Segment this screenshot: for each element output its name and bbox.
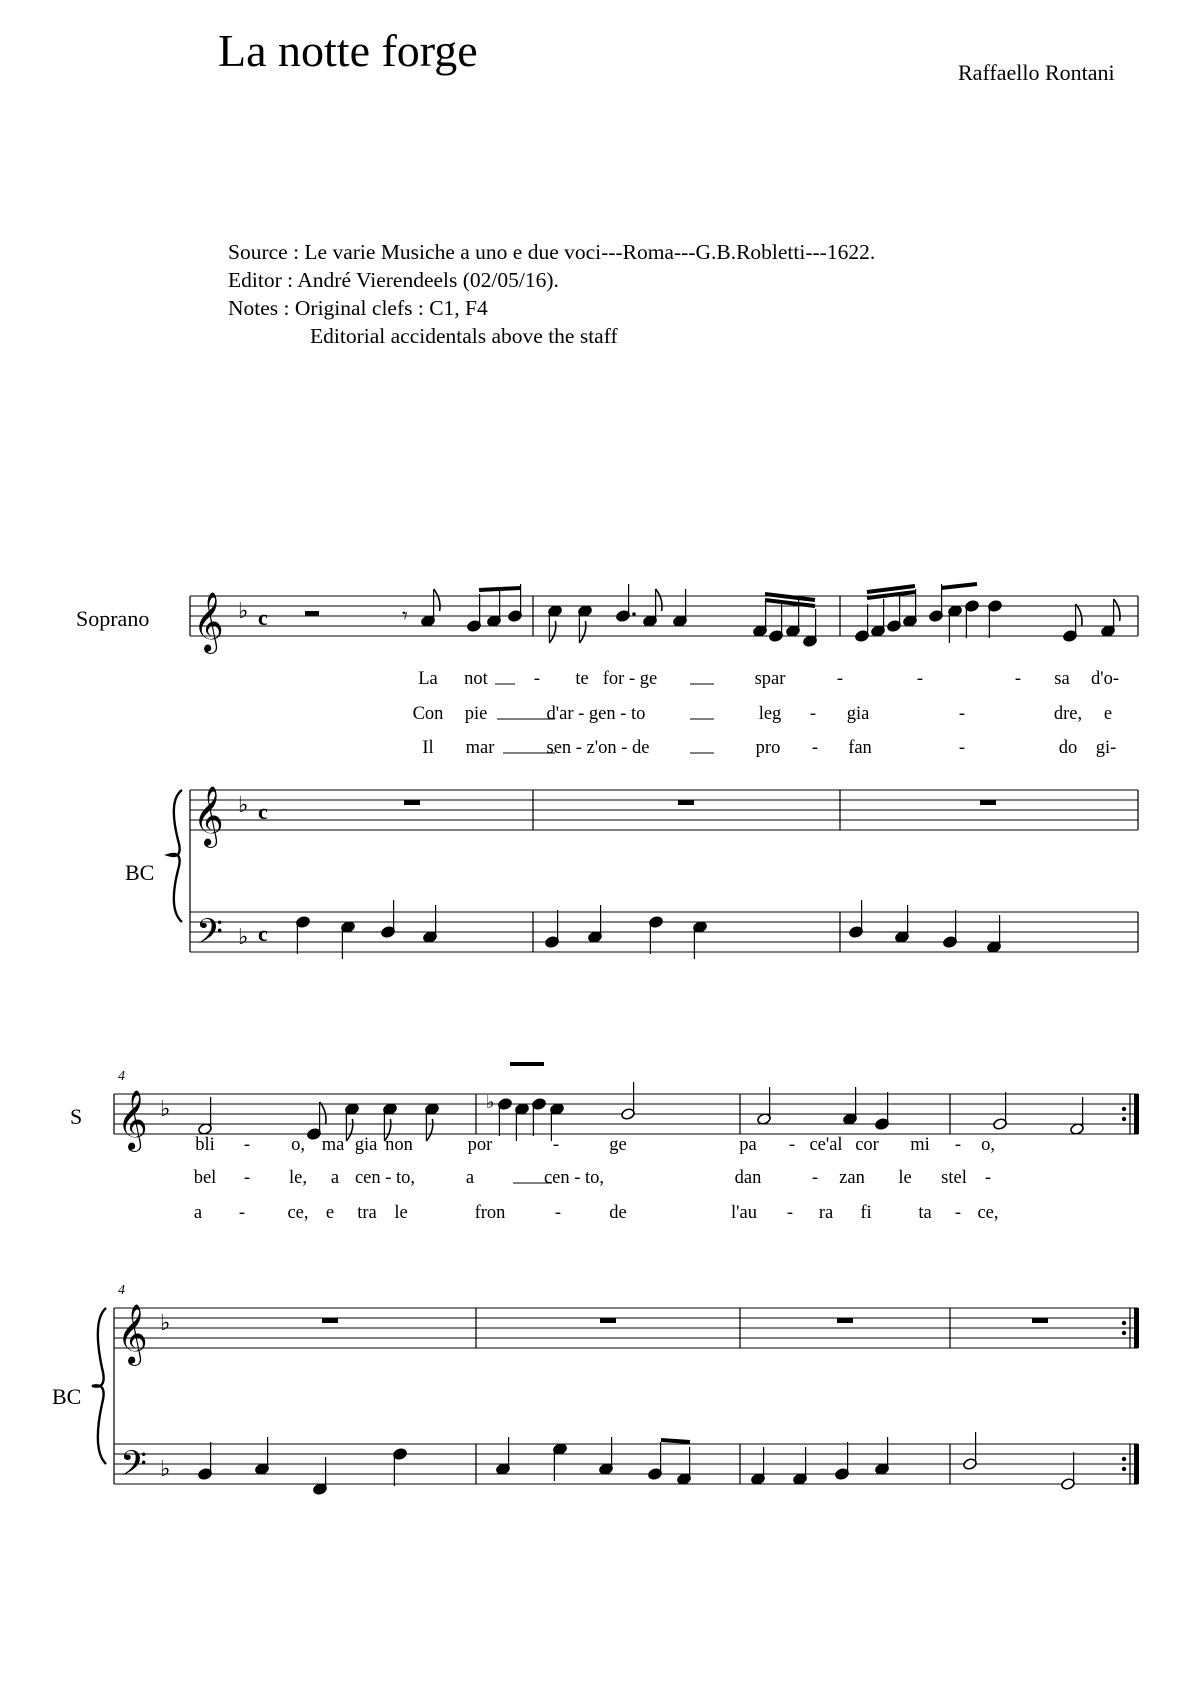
lyric-syllable: ge — [609, 1135, 627, 1155]
note — [341, 921, 356, 959]
lyric-syllable: - — [552, 1135, 560, 1155]
measure-number: 4 — [118, 1069, 125, 1084]
lyric-syllable: gia — [846, 704, 870, 724]
bc-treble-staff — [114, 1308, 1138, 1348]
lyric-syllable: le, — [289, 1168, 307, 1188]
accidentals-line: Editorial accidentals above the staff — [310, 324, 618, 348]
final-barline-thick — [1134, 1094, 1139, 1134]
whole-rest — [1032, 1318, 1048, 1323]
note — [993, 1092, 1008, 1130]
whole-rest — [322, 1318, 338, 1323]
note — [648, 1442, 663, 1480]
lyric-syllable: a — [330, 1168, 340, 1188]
note — [963, 1432, 978, 1470]
note — [467, 594, 482, 632]
lyric-syllable: te — [575, 669, 589, 689]
lyric-syllable: mar — [465, 738, 495, 758]
flag — [549, 621, 555, 643]
dot — [632, 612, 636, 616]
note — [621, 1082, 636, 1120]
note — [803, 609, 818, 647]
note — [677, 1447, 692, 1485]
final-barline-thick — [1134, 1308, 1139, 1348]
note — [616, 584, 636, 622]
note — [1070, 1097, 1085, 1135]
repeat-dot — [1122, 1467, 1126, 1471]
flag — [1076, 604, 1082, 626]
lyric-syllable: zan — [839, 1168, 865, 1188]
bc-label: BC — [52, 1384, 82, 1409]
whole-rest — [600, 1318, 616, 1323]
lyric-syllable: dre, — [1053, 704, 1083, 724]
piece-title: La notte forge — [218, 25, 478, 76]
lyric-syllable: cor — [855, 1135, 879, 1155]
note — [843, 1087, 858, 1125]
note — [948, 605, 963, 643]
common-time-icon: c — [258, 921, 268, 946]
note — [965, 600, 980, 638]
note — [578, 605, 593, 643]
lyric-syllable: le — [394, 1203, 408, 1223]
brace — [168, 790, 182, 922]
lyric-syllable: tra — [357, 1203, 377, 1223]
lyric-syllable: d'o- — [1091, 669, 1119, 689]
lyric-syllable: - — [811, 738, 819, 758]
repeat-dot — [1122, 1107, 1126, 1111]
note — [255, 1437, 270, 1475]
lyric-syllable: stel — [941, 1168, 967, 1188]
note — [423, 905, 438, 943]
note — [673, 589, 688, 627]
note — [588, 905, 603, 943]
lyric-syllable: - — [533, 669, 541, 689]
flat-icon: ♭ — [238, 793, 249, 818]
note — [198, 1097, 213, 1135]
lyric-syllable: bel — [193, 1168, 217, 1188]
lyric-syllable: - — [958, 704, 966, 724]
lyric-syllable: for - ge — [602, 669, 658, 689]
lyric-syllable: do — [1058, 738, 1078, 758]
lyric-syllable: e — [325, 1203, 335, 1223]
final-barline-thick — [1134, 1444, 1139, 1484]
lyric-syllable: fan — [848, 738, 872, 758]
note — [987, 915, 1002, 953]
note — [751, 1447, 766, 1485]
composer-name: Raffaello Rontani — [958, 60, 1115, 85]
eighth-rest-icon: 𝄾 — [402, 604, 408, 629]
repeat-dot — [1122, 1321, 1126, 1325]
lyric-syllable: por — [467, 1135, 493, 1155]
lyric-syllable: o, — [291, 1135, 305, 1155]
lyric-syllable: Il — [422, 738, 434, 758]
note — [769, 604, 784, 642]
note — [496, 1437, 511, 1475]
clefs-line: Notes : Original clefs : C1, F4 — [228, 296, 488, 320]
lyric-syllable: gi- — [1095, 738, 1117, 758]
lyric-syllable: e — [1103, 704, 1113, 724]
flat-icon: ♭ — [238, 925, 249, 950]
beam — [479, 588, 520, 590]
note — [887, 594, 902, 632]
note — [381, 900, 396, 938]
lyric-syllable: ra — [818, 1203, 834, 1223]
note — [548, 605, 563, 643]
note — [895, 905, 910, 943]
lyric-syllable: d'ar - gen - to — [546, 704, 646, 724]
note — [1101, 599, 1120, 637]
source-line: Source : Le varie Musiche a uno e due voci---Roma---G.B.Robletti---1622. — [228, 240, 876, 264]
lyric-syllable: non — [385, 1135, 413, 1155]
lyric-syllable: fi — [860, 1203, 872, 1223]
repeat-dot — [1122, 1117, 1126, 1121]
whole-rest — [837, 1318, 853, 1323]
note — [515, 1103, 530, 1141]
note — [649, 916, 664, 954]
lyric-syllable: ta — [918, 1203, 932, 1223]
flat-icon: ♭ — [238, 599, 249, 624]
note — [425, 1103, 440, 1141]
note — [753, 599, 768, 637]
whole-rest — [980, 800, 996, 805]
lyric-syllable: de — [609, 1203, 627, 1223]
lyric-syllable: dan — [734, 1168, 762, 1188]
measure-number: 4 — [118, 1283, 125, 1298]
note — [793, 1447, 808, 1485]
note — [599, 1437, 614, 1475]
note — [943, 910, 958, 948]
flat-icon: ♭ — [160, 1311, 171, 1336]
flat-icon: ♭ — [160, 1457, 171, 1482]
beam — [941, 584, 977, 588]
flat-icon: ♭ — [486, 1092, 495, 1113]
lyric-syllable: - — [554, 1203, 562, 1223]
note — [849, 900, 864, 938]
flat-icon: ♭ — [160, 1097, 171, 1122]
lyric-syllable: Con — [412, 704, 444, 724]
bass-clef-icon: 𝄢 — [120, 1443, 148, 1492]
lyric-syllable: mi — [910, 1135, 930, 1155]
lyric-syllable: ce, — [977, 1203, 999, 1223]
note — [1063, 604, 1082, 642]
beam — [661, 1440, 690, 1442]
lyric-syllable: not — [464, 669, 488, 689]
lyric-syllable: - — [811, 1168, 819, 1188]
editor-line: Editor : André Vierendeels (02/05/16). — [228, 268, 559, 292]
brace — [92, 1308, 106, 1464]
bc-label: BC — [125, 860, 155, 885]
flag — [426, 1119, 432, 1141]
note — [313, 1457, 328, 1495]
lyric-syllable: sa — [1054, 669, 1070, 689]
note — [875, 1437, 890, 1475]
lyric-syllable: - — [836, 669, 844, 689]
note — [498, 1098, 513, 1136]
lyric-syllable: - — [958, 738, 966, 758]
lyric-syllable: - — [238, 1203, 246, 1223]
lyric-syllable: - — [1014, 669, 1022, 689]
note — [1061, 1452, 1076, 1490]
lyric-syllable: le — [898, 1168, 912, 1188]
note — [835, 1442, 850, 1480]
flag — [346, 1119, 352, 1141]
lyric-syllable: l'au — [731, 1203, 757, 1223]
soprano-label: S — [70, 1104, 83, 1129]
note — [296, 916, 311, 954]
note — [393, 1448, 408, 1486]
lyric-syllable: La — [418, 669, 438, 689]
note — [643, 589, 662, 627]
note — [487, 589, 502, 627]
flag — [320, 1102, 326, 1124]
note — [532, 1098, 547, 1136]
lyric-syllable: sen - z'on - de — [546, 738, 650, 758]
note — [871, 599, 886, 637]
flag — [1114, 599, 1120, 621]
treble-clef-icon: 𝄞 — [117, 1090, 148, 1150]
common-time-icon: c — [258, 799, 268, 824]
lyric-syllable: bli — [195, 1135, 215, 1155]
lyric-syllable: a — [465, 1168, 475, 1188]
lyric-syllable: ce, — [287, 1203, 309, 1223]
lyric-syllable: - — [786, 1203, 794, 1223]
lyric-syllable: leg — [758, 704, 782, 724]
treble-clef-icon: 𝄞 — [193, 592, 224, 652]
bass-clef-icon: 𝄢 — [196, 911, 224, 960]
soprano-label: Soprano — [76, 606, 150, 631]
lyric-syllable: gia — [354, 1135, 378, 1155]
whole-rest — [404, 800, 420, 805]
lyric-syllable: - — [243, 1135, 251, 1155]
lyric-syllable: a — [193, 1203, 203, 1223]
lyric-syllable: pie — [464, 704, 488, 724]
half-rest — [305, 611, 319, 616]
note — [421, 589, 440, 627]
note — [757, 1087, 772, 1125]
treble-clef-icon: 𝄞 — [193, 786, 224, 846]
lyric-syllable: fron — [474, 1203, 506, 1223]
lyric-syllable: - — [243, 1168, 251, 1188]
note — [988, 600, 1003, 638]
note — [553, 1443, 568, 1481]
lyric-syllable: pro — [755, 738, 781, 758]
lyric-syllable: - — [809, 704, 817, 724]
flag — [656, 589, 662, 611]
whole-rest — [678, 800, 694, 805]
lyric-syllable: ce'al — [809, 1135, 843, 1155]
lyric-syllable: - — [916, 669, 924, 689]
lyric-syllable: cen - to, — [354, 1168, 416, 1188]
lyric-syllable: o, — [981, 1135, 995, 1155]
common-time-icon: c — [258, 605, 268, 630]
lyric-syllable: - — [954, 1135, 962, 1155]
note — [693, 921, 708, 959]
note — [198, 1442, 213, 1480]
lyric-syllable: - — [954, 1203, 962, 1223]
repeat-dot — [1122, 1331, 1126, 1335]
note — [545, 910, 560, 948]
lyric-syllable: pa — [739, 1135, 757, 1155]
lyric-syllable: ma — [321, 1135, 345, 1155]
treble-clef-icon: 𝄞 — [117, 1304, 148, 1364]
lyric-syllable: - — [788, 1135, 796, 1155]
flag — [434, 589, 440, 611]
note — [855, 604, 870, 642]
bc-treble-staff — [190, 790, 1138, 830]
flag — [579, 621, 585, 643]
note — [929, 584, 944, 622]
lyric-syllable: cen - to, — [543, 1168, 605, 1188]
lyric-syllable: spar — [754, 669, 786, 689]
repeat-dot — [1122, 1457, 1126, 1461]
note — [875, 1092, 890, 1130]
lyric-syllable: - — [984, 1168, 992, 1188]
